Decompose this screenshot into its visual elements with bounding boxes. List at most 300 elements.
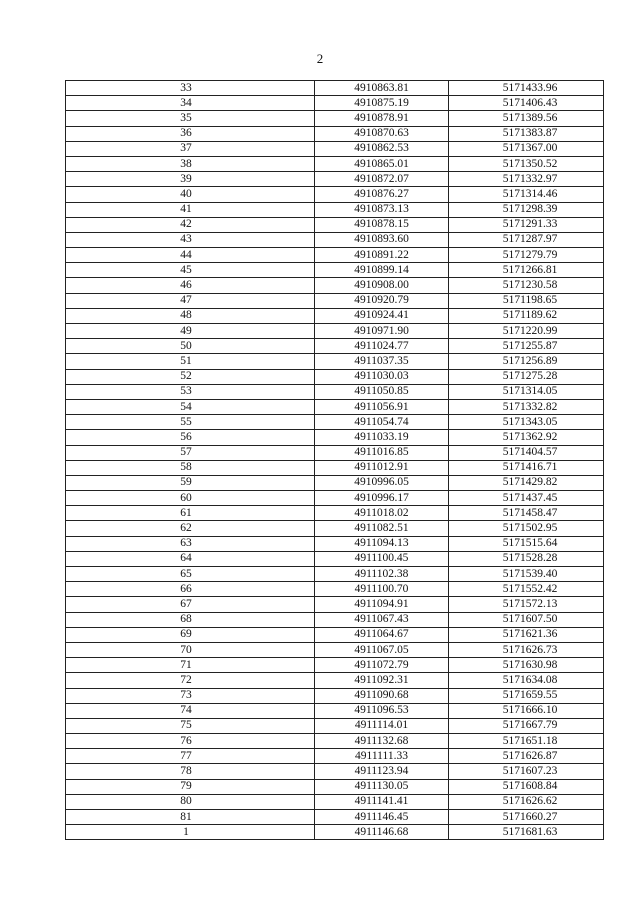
y-coordinate-cell	[449, 810, 604, 825]
x-coordinate-cell	[315, 369, 449, 384]
y-coordinate-cell	[449, 217, 604, 232]
cell-text: 78	[180, 765, 192, 778]
x-coordinate-cell	[315, 232, 449, 247]
x-coordinate-cell	[315, 81, 449, 96]
y-coordinate-cell	[449, 293, 604, 308]
cell-text: 4910863.81	[354, 81, 409, 94]
y-coordinate-cell	[449, 339, 604, 354]
x-coordinate-cell	[315, 415, 449, 430]
point-number-cell	[66, 825, 315, 840]
y-coordinate-cell	[449, 536, 604, 551]
table-row	[66, 248, 604, 263]
point-number-cell	[66, 232, 315, 247]
cell-text: 75	[180, 719, 192, 732]
cell-text: 77	[180, 749, 192, 762]
point-number-cell	[66, 506, 315, 521]
cell-text: 68	[180, 613, 192, 626]
y-coordinate-cell	[449, 658, 604, 673]
cell-text: 4911054.74	[354, 415, 409, 428]
table-row	[66, 627, 604, 642]
cell-text: 4910893.60	[354, 233, 409, 246]
cell-text: 4910873.13	[354, 203, 409, 216]
cell-text: 5171367.00	[502, 142, 558, 155]
point-number-cell	[66, 81, 315, 96]
point-number-cell	[66, 749, 315, 764]
y-coordinate-cell	[449, 491, 604, 506]
table-row	[66, 339, 604, 354]
x-coordinate-cell	[315, 764, 449, 779]
cell-text: 4910865.01	[354, 157, 409, 170]
y-coordinate-cell	[449, 673, 604, 688]
cell-text: 4911067.05	[354, 643, 409, 656]
cell-text: 35	[180, 111, 192, 124]
table-row	[66, 506, 604, 521]
cell-text: 4911067.43	[354, 613, 409, 626]
x-coordinate-cell	[315, 111, 449, 126]
x-coordinate-cell	[315, 491, 449, 506]
cell-text: 60	[180, 491, 192, 504]
table-row	[66, 156, 604, 171]
table-row	[66, 567, 604, 582]
point-number-cell	[66, 156, 315, 171]
y-coordinate-cell	[449, 825, 604, 840]
cell-text: 5171298.39	[502, 203, 558, 216]
point-number-cell	[66, 734, 315, 749]
table-row	[66, 293, 604, 308]
point-number-cell	[66, 673, 315, 688]
cell-text: 59	[180, 476, 192, 489]
y-coordinate-cell	[449, 642, 604, 657]
cell-text: 55	[180, 415, 192, 428]
table-row	[66, 354, 604, 369]
x-coordinate-cell	[315, 339, 449, 354]
y-coordinate-cell	[449, 794, 604, 809]
point-number-cell	[66, 658, 315, 673]
x-coordinate-cell	[315, 673, 449, 688]
table-row	[66, 202, 604, 217]
cell-text: 5171406.43	[502, 96, 558, 109]
page-number: 2	[316, 51, 324, 66]
point-number-cell	[66, 263, 315, 278]
cell-text: 81	[180, 810, 192, 823]
y-coordinate-cell	[449, 384, 604, 399]
x-coordinate-cell	[315, 794, 449, 809]
cell-text: 72	[180, 673, 192, 686]
point-number-cell	[66, 96, 315, 111]
cell-text: 5171626.73	[502, 643, 558, 656]
table-row	[66, 308, 604, 323]
x-coordinate-cell	[315, 248, 449, 263]
point-number-cell	[66, 248, 315, 263]
table-row	[66, 764, 604, 779]
table-row	[66, 445, 604, 460]
y-coordinate-cell	[449, 232, 604, 247]
point-number-cell	[66, 718, 315, 733]
y-coordinate-cell	[449, 126, 604, 141]
x-coordinate-cell	[315, 536, 449, 551]
y-coordinate-cell	[449, 597, 604, 612]
cell-text: 4910878.15	[354, 218, 409, 231]
cell-text: 48	[180, 309, 192, 322]
cell-text: 5171634.08	[502, 673, 558, 686]
cell-text: 4911130.05	[354, 780, 409, 793]
y-coordinate-cell	[449, 718, 604, 733]
table-row	[66, 96, 604, 111]
cell-text: 51	[180, 354, 192, 367]
cell-text: 38	[180, 157, 192, 170]
coordinates-table	[65, 80, 604, 840]
table-row	[66, 779, 604, 794]
cell-text: 58	[180, 461, 192, 474]
cell-text: 40	[180, 187, 192, 200]
point-number-cell	[66, 794, 315, 809]
cell-text: 5171255.87	[502, 339, 558, 352]
point-number-cell	[66, 399, 315, 414]
cell-text: 69	[180, 628, 192, 641]
point-number-cell	[66, 384, 315, 399]
cell-text: 5171220.99	[502, 324, 558, 337]
x-coordinate-cell	[315, 688, 449, 703]
x-coordinate-cell	[315, 612, 449, 627]
table-row	[66, 141, 604, 156]
cell-text: 5171458.47	[502, 506, 558, 519]
point-number-cell	[66, 415, 315, 430]
table-row	[66, 658, 604, 673]
cell-text: 5171266.81	[502, 263, 558, 276]
point-number-cell	[66, 688, 315, 703]
cell-text: 4911100.45	[354, 552, 409, 565]
table-row	[66, 673, 604, 688]
cell-text: 64	[180, 552, 192, 565]
cell-text: 76	[180, 734, 192, 747]
cell-text: 4910908.00	[354, 279, 409, 292]
y-coordinate-cell	[449, 248, 604, 263]
cell-text: 5171621.36	[502, 628, 558, 641]
point-number-cell	[66, 779, 315, 794]
cell-text: 4910920.79	[354, 294, 409, 307]
cell-text: 74	[180, 704, 192, 717]
table-row	[66, 475, 604, 490]
cell-text: 5171404.57	[502, 446, 558, 459]
cell-text: 49	[180, 324, 192, 337]
point-number-cell	[66, 202, 315, 217]
cell-text: 4911141.41	[354, 795, 409, 808]
cell-text: 4911037.35	[354, 354, 409, 367]
cell-text: 5171651.18	[502, 734, 558, 747]
cell-text: 5171437.45	[502, 491, 558, 504]
y-coordinate-cell	[449, 81, 604, 96]
x-coordinate-cell	[315, 825, 449, 840]
table-row	[66, 794, 604, 809]
cell-text: 5171287.97	[502, 233, 558, 246]
cell-text: 4911092.31	[354, 673, 409, 686]
table-row	[66, 460, 604, 475]
cell-text: 4910870.63	[354, 127, 409, 140]
cell-text: 4910878.91	[354, 111, 409, 124]
cell-text: 4911024.77	[354, 339, 409, 352]
cell-text: 5171572.13	[502, 597, 558, 610]
cell-text: 73	[180, 689, 192, 702]
point-number-cell	[66, 187, 315, 202]
cell-text: 1	[183, 825, 189, 838]
cell-text: 5171279.79	[502, 248, 558, 261]
table-row	[66, 399, 604, 414]
cell-text: 57	[180, 446, 192, 459]
table-row	[66, 369, 604, 384]
cell-text: 5171608.84	[502, 780, 558, 793]
x-coordinate-cell	[315, 156, 449, 171]
cell-text: 4911012.91	[354, 461, 409, 474]
point-number-cell	[66, 369, 315, 384]
cell-text: 4911033.19	[354, 430, 409, 443]
y-coordinate-cell	[449, 308, 604, 323]
y-coordinate-cell	[449, 764, 604, 779]
x-coordinate-cell	[315, 567, 449, 582]
cell-text: 65	[180, 567, 192, 580]
cell-text: 5171539.40	[502, 567, 558, 580]
cell-text: 5171314.46	[502, 187, 558, 200]
y-coordinate-cell	[449, 521, 604, 536]
cell-text: 70	[180, 643, 192, 656]
cell-text: 5171552.42	[502, 582, 558, 595]
cell-text: 46	[180, 279, 192, 292]
x-coordinate-cell	[315, 734, 449, 749]
x-coordinate-cell	[315, 96, 449, 111]
point-number-cell	[66, 597, 315, 612]
cell-text: 4911056.91	[354, 400, 409, 413]
point-number-cell	[66, 521, 315, 536]
cell-text: 5171332.97	[502, 172, 558, 185]
table-row	[66, 263, 604, 278]
y-coordinate-cell	[449, 430, 604, 445]
x-coordinate-cell	[315, 354, 449, 369]
cell-text: 5171198.65	[502, 294, 558, 307]
y-coordinate-cell	[449, 187, 604, 202]
y-coordinate-cell	[449, 475, 604, 490]
y-coordinate-cell	[449, 612, 604, 627]
point-number-cell	[66, 491, 315, 506]
table-row	[66, 597, 604, 612]
cell-text: 50	[180, 339, 192, 352]
y-coordinate-cell	[449, 551, 604, 566]
cell-text: 66	[180, 582, 192, 595]
cell-text: 4910876.27	[354, 187, 409, 200]
y-coordinate-cell	[449, 734, 604, 749]
cell-text: 5171362.92	[502, 430, 558, 443]
point-number-cell	[66, 278, 315, 293]
point-number-cell	[66, 810, 315, 825]
cell-text: 5171256.89	[502, 354, 558, 367]
x-coordinate-cell	[315, 187, 449, 202]
cell-text: 71	[180, 658, 192, 671]
x-coordinate-cell	[315, 172, 449, 187]
cell-text: 4911016.85	[354, 446, 409, 459]
cell-text: 4911146.68	[354, 825, 409, 838]
cell-text: 5171626.87	[502, 749, 558, 762]
x-coordinate-cell	[315, 384, 449, 399]
table-row	[66, 582, 604, 597]
cell-text: 5171607.50	[502, 613, 558, 626]
point-number-cell	[66, 126, 315, 141]
point-number-cell	[66, 582, 315, 597]
cell-text: 4911102.38	[354, 567, 409, 580]
x-coordinate-cell	[315, 597, 449, 612]
cell-text: 4911030.03	[354, 370, 409, 383]
y-coordinate-cell	[449, 172, 604, 187]
cell-text: 33	[180, 81, 192, 94]
table-row	[66, 825, 604, 840]
point-number-cell	[66, 567, 315, 582]
y-coordinate-cell	[449, 445, 604, 460]
y-coordinate-cell	[449, 779, 604, 794]
y-coordinate-cell	[449, 582, 604, 597]
y-coordinate-cell	[449, 324, 604, 339]
x-coordinate-cell	[315, 703, 449, 718]
cell-text: 4910899.14	[354, 263, 409, 276]
y-coordinate-cell	[449, 703, 604, 718]
x-coordinate-cell	[315, 293, 449, 308]
x-coordinate-cell	[315, 551, 449, 566]
cell-text: 4911123.94	[354, 765, 409, 778]
cell-text: 4911082.51	[354, 522, 409, 535]
table-row	[66, 278, 604, 293]
cell-text: 4911111.33	[355, 749, 408, 762]
cell-text: 4910996.17	[354, 491, 409, 504]
y-coordinate-cell	[449, 506, 604, 521]
cell-text: 4911096.53	[354, 704, 409, 717]
cell-text: 62	[180, 522, 192, 535]
table-row	[66, 384, 604, 399]
table-row	[66, 703, 604, 718]
cell-text: 4910924.41	[354, 309, 409, 322]
cell-text: 5171189.62	[502, 309, 558, 322]
x-coordinate-cell	[315, 506, 449, 521]
y-coordinate-cell	[449, 156, 604, 171]
point-number-cell	[66, 217, 315, 232]
cell-text: 4911018.02	[354, 506, 409, 519]
cell-text: 5171416.71	[502, 461, 558, 474]
cell-text: 5171343.05	[502, 415, 558, 428]
cell-text: 63	[180, 537, 192, 550]
cell-text: 4911090.68	[354, 689, 409, 702]
y-coordinate-cell	[449, 263, 604, 278]
point-number-cell	[66, 430, 315, 445]
table-row	[66, 734, 604, 749]
table-row	[66, 324, 604, 339]
cell-text: 56	[180, 430, 192, 443]
cell-text: 5171659.55	[502, 689, 558, 702]
x-coordinate-cell	[315, 141, 449, 156]
table-row	[66, 217, 604, 232]
point-number-cell	[66, 627, 315, 642]
cell-text: 47	[180, 294, 192, 307]
cell-text: 54	[180, 400, 192, 413]
cell-text: 5171630.98	[502, 658, 558, 671]
table-row	[66, 187, 604, 202]
cell-text: 5171332.82	[502, 400, 558, 413]
coordinates-table-body	[66, 81, 604, 840]
y-coordinate-cell	[449, 460, 604, 475]
cell-text: 52	[180, 370, 192, 383]
point-number-cell	[66, 475, 315, 490]
y-coordinate-cell	[449, 399, 604, 414]
x-coordinate-cell	[315, 658, 449, 673]
x-coordinate-cell	[315, 308, 449, 323]
cell-text: 5171275.28	[502, 370, 558, 383]
cell-text: 5171389.56	[502, 111, 558, 124]
point-number-cell	[66, 445, 315, 460]
table-row	[66, 430, 604, 445]
cell-text: 37	[180, 142, 192, 155]
x-coordinate-cell	[315, 399, 449, 414]
cell-text: 43	[180, 233, 192, 246]
point-number-cell	[66, 460, 315, 475]
cell-text: 5171667.79	[502, 719, 558, 732]
x-coordinate-cell	[315, 445, 449, 460]
y-coordinate-cell	[449, 688, 604, 703]
y-coordinate-cell	[449, 415, 604, 430]
x-coordinate-cell	[315, 749, 449, 764]
point-number-cell	[66, 536, 315, 551]
x-coordinate-cell	[315, 460, 449, 475]
x-coordinate-cell	[315, 521, 449, 536]
point-number-cell	[66, 703, 315, 718]
x-coordinate-cell	[315, 779, 449, 794]
table-row	[66, 521, 604, 536]
table-row	[66, 551, 604, 566]
point-number-cell	[66, 141, 315, 156]
cell-text: 34	[180, 96, 192, 109]
x-coordinate-cell	[315, 810, 449, 825]
cell-text: 4911100.70	[354, 582, 409, 595]
x-coordinate-cell	[315, 627, 449, 642]
cell-text: 5171383.87	[502, 127, 558, 140]
x-coordinate-cell	[315, 202, 449, 217]
cell-text: 61	[180, 506, 192, 519]
table-row	[66, 172, 604, 187]
x-coordinate-cell	[315, 278, 449, 293]
cell-text: 41	[180, 203, 192, 216]
table-row	[66, 749, 604, 764]
x-coordinate-cell	[315, 430, 449, 445]
table-row	[66, 111, 604, 126]
y-coordinate-cell	[449, 627, 604, 642]
cell-text: 4910891.22	[354, 248, 409, 261]
cell-text: 5171314.05	[502, 385, 558, 398]
table-row	[66, 642, 604, 657]
cell-text: 36	[180, 127, 192, 140]
cell-text: 39	[180, 172, 192, 185]
y-coordinate-cell	[449, 354, 604, 369]
cell-text: 5171433.96	[502, 81, 558, 94]
cell-text: 67	[180, 597, 192, 610]
x-coordinate-cell	[315, 582, 449, 597]
cell-text: 5171626.62	[502, 795, 558, 808]
cell-text: 5171666.10	[502, 704, 558, 717]
x-coordinate-cell	[315, 475, 449, 490]
cell-text: 4911094.91	[354, 597, 409, 610]
y-coordinate-cell	[449, 749, 604, 764]
cell-text: 5171350.52	[502, 157, 558, 170]
cell-text: 79	[180, 780, 192, 793]
y-coordinate-cell	[449, 567, 604, 582]
cell-text: 4911114.01	[354, 719, 409, 732]
point-number-cell	[66, 764, 315, 779]
point-number-cell	[66, 308, 315, 323]
y-coordinate-cell	[449, 369, 604, 384]
table-row	[66, 126, 604, 141]
x-coordinate-cell	[315, 642, 449, 657]
